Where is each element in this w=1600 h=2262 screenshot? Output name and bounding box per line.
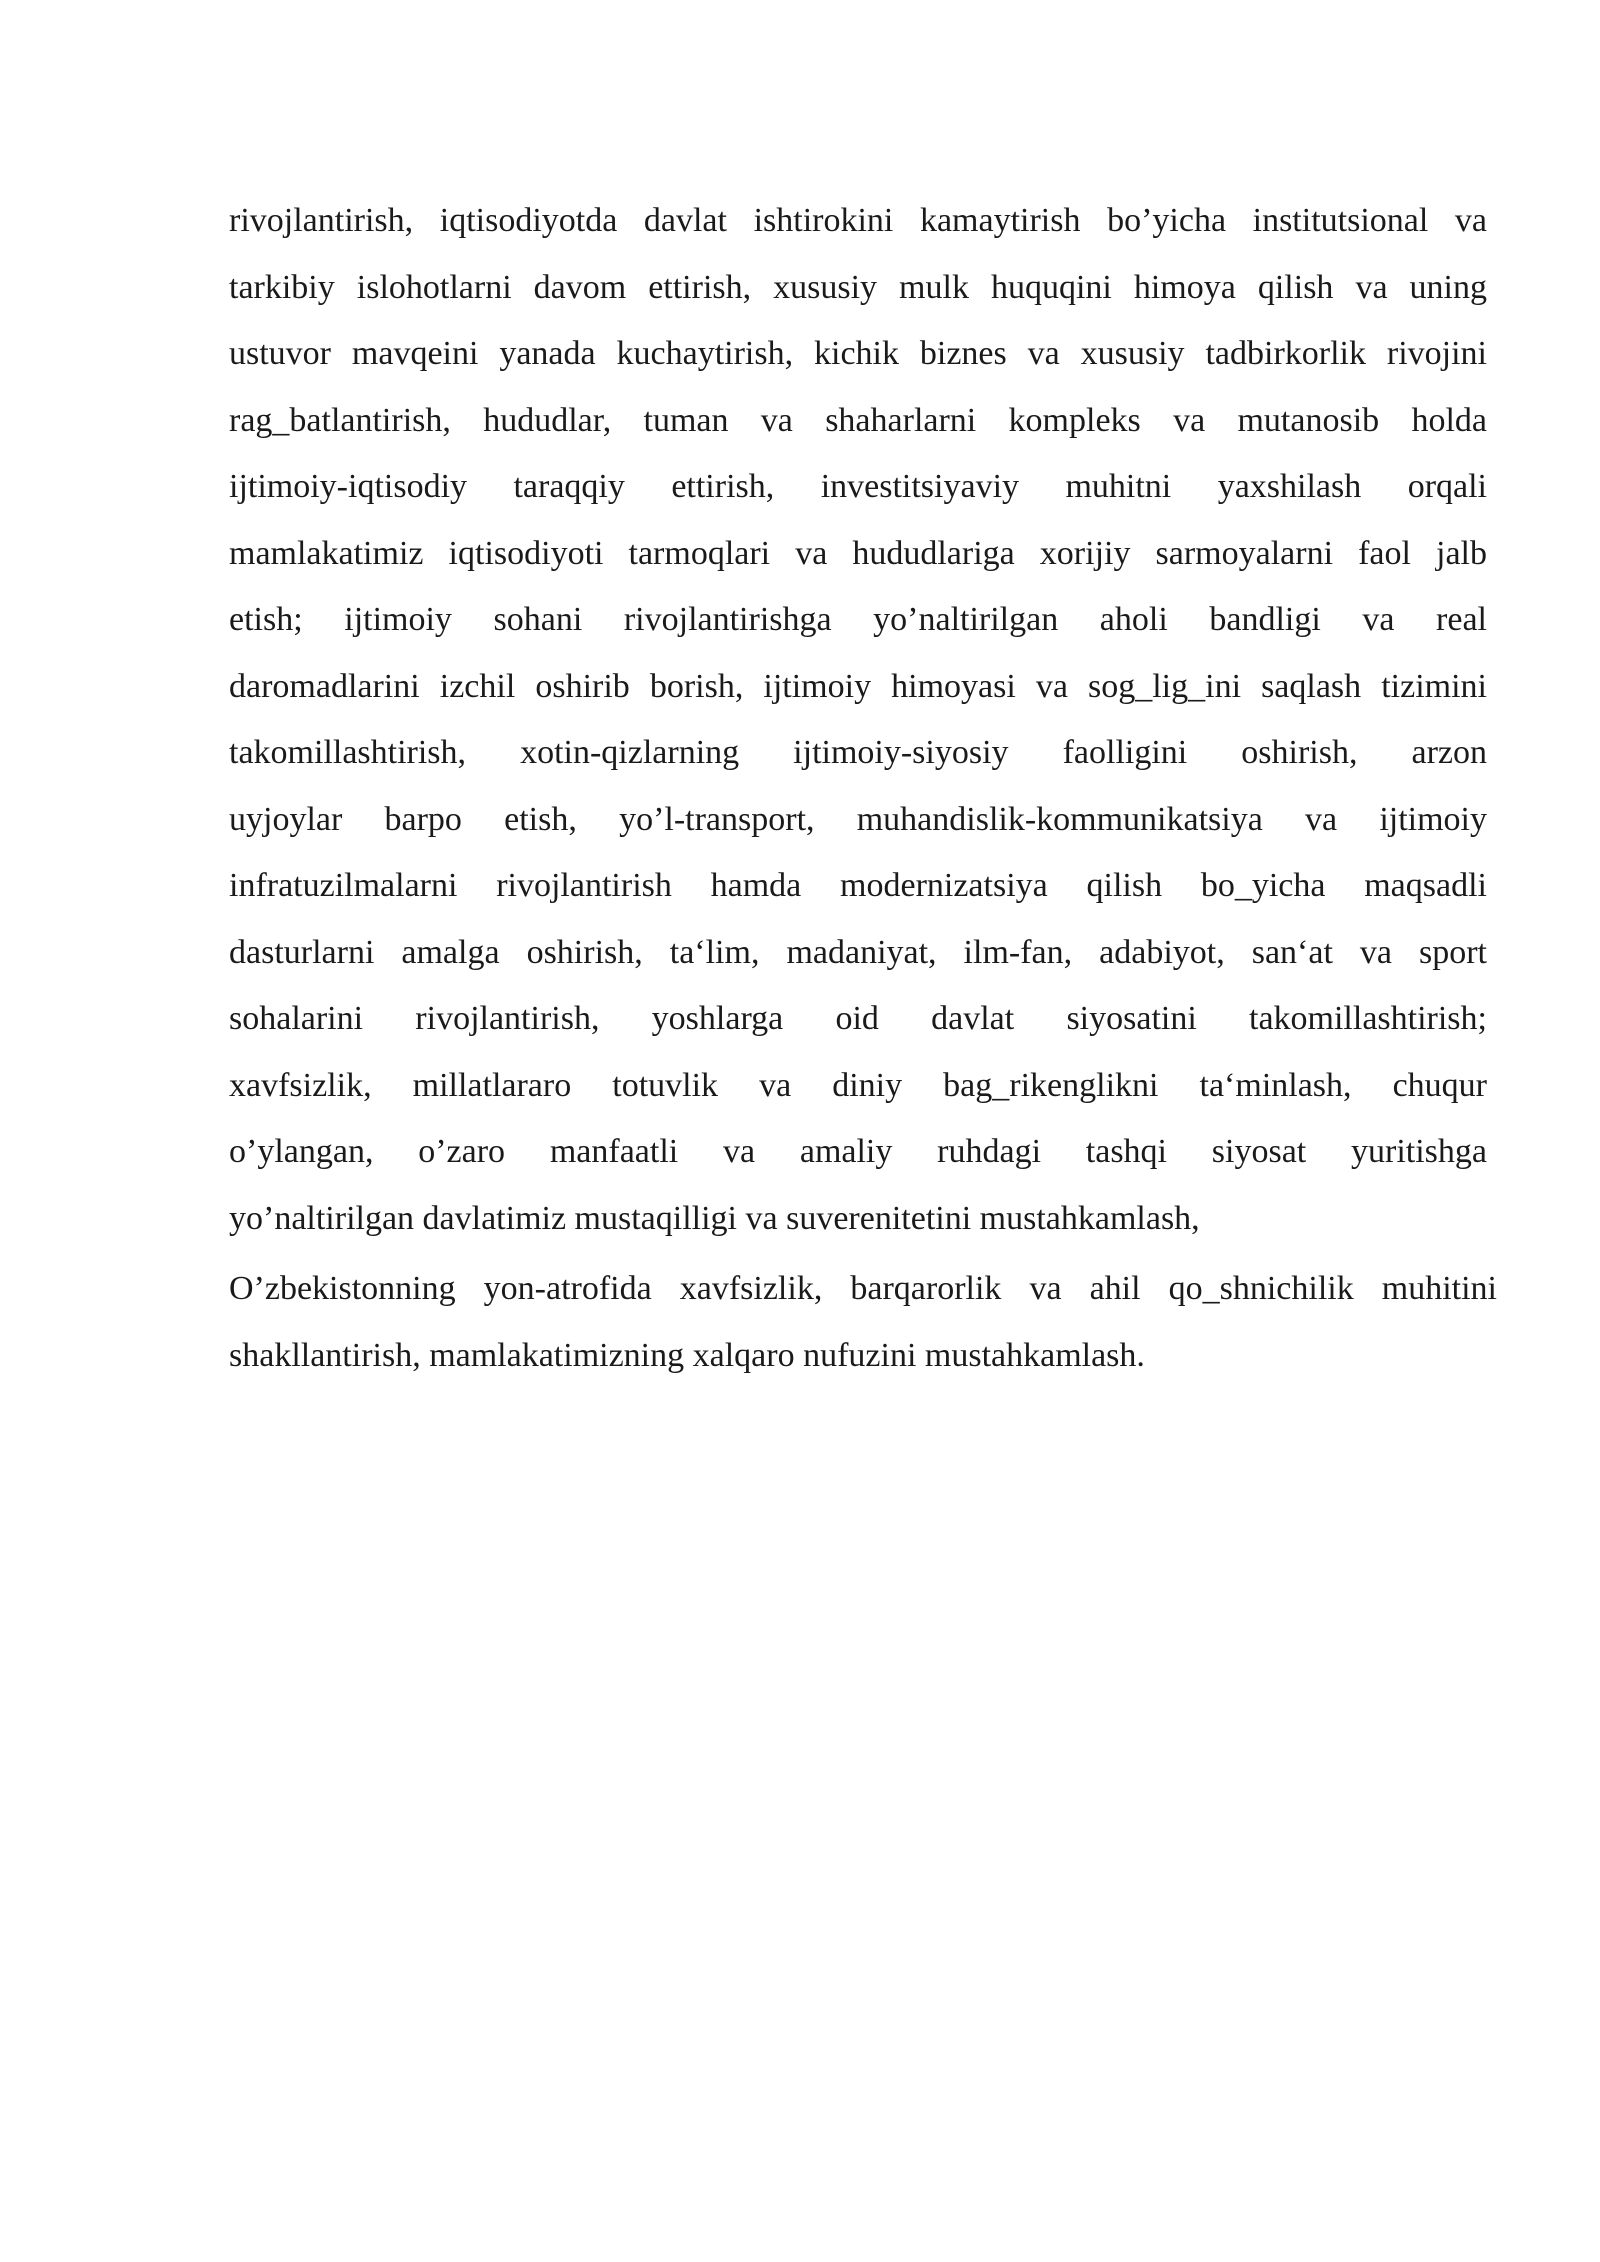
text-line: uyjoylar barpo etish, yo’l-transport, muhandislik-kommunikatsiya va ijtimoiy [229,800,1487,838]
text-line: daromadlarini izchil oshirib borish, ijtimoiy himoyasi va sog_lig_ini saqlash tizimini [229,667,1487,705]
text-line: shakllantirish, mamlakatimizning xalqaro nufuzini mustahkamlash. [229,1336,1145,1374]
text-line: xavfsizlik, millatlararo totuvlik va diniy bag_rikenglikni ta‘minlash, chuqur [229,1066,1487,1104]
text-line: takomillashtirish, xotin-qizlarning ijtimoiy-siyosiy faolligini oshirish, arzon [229,734,1487,771]
body-text [229,188,1497,1389]
text-line: rivojlantirish, iqtisodiyotda davlat ishtirokini kamaytirish bo’yicha institutsional va [229,202,1487,239]
text-line: sohalarini rivojlantirish, yoshlarga oid davlat siyosatini takomillashtirish; [229,1000,1487,1037]
paragraph-1 [229,188,1487,1252]
text-line: mamlakatimiz iqtisodiyoti tarmoqlari va hududlariga xorijiy sarmoyalarni faol jalb [229,534,1487,572]
text-line: ijtimoiy-iqtisodiy taraqqiy ettirish, investitsiyaviy muhitni yaxshilash orqali [229,468,1487,505]
paragraph-2 [229,1256,1497,1389]
text-line: O’zbekistonning yon-atrofida xavfsizlik, barqarorlik va ahil qo_shnichilik muhitini [229,1270,1497,1307]
text-line: yo’naltirilgan davlatimiz mustaqilligi va suverenitetini mustahkamlash, [229,1199,1200,1237]
text-line: ustuvor mavqeini yanada kuchaytirish, kichik biznes va xususiy tadbirkorlik rivojini [229,335,1487,372]
text-line: rag_batlantirish, hududlar, tuman va shaharlarni kompleks va mutanosib holda [229,401,1487,439]
text-line: tarkibiy islohotlarni davom ettirish, xususiy mulk huquqini himoya qilish va uning [229,268,1487,306]
text-line: etish; ijtimoiy sohani rivojlantirishga yo’naltirilgan aholi bandligi va real [229,601,1487,638]
text-line: dasturlarni amalga oshirish, ta‘lim, madaniyat, ilm-fan, adabiyot, san‘at va sport [229,933,1487,971]
text-line: infratuzilmalarni rivojlantirish hamda modernizatsiya qilish bo_yicha maqsadli [229,867,1487,904]
text-line: o’ylangan, o’zaro manfaatli va amaliy ruhdagi tashqi siyosat yuritishga [229,1133,1487,1170]
